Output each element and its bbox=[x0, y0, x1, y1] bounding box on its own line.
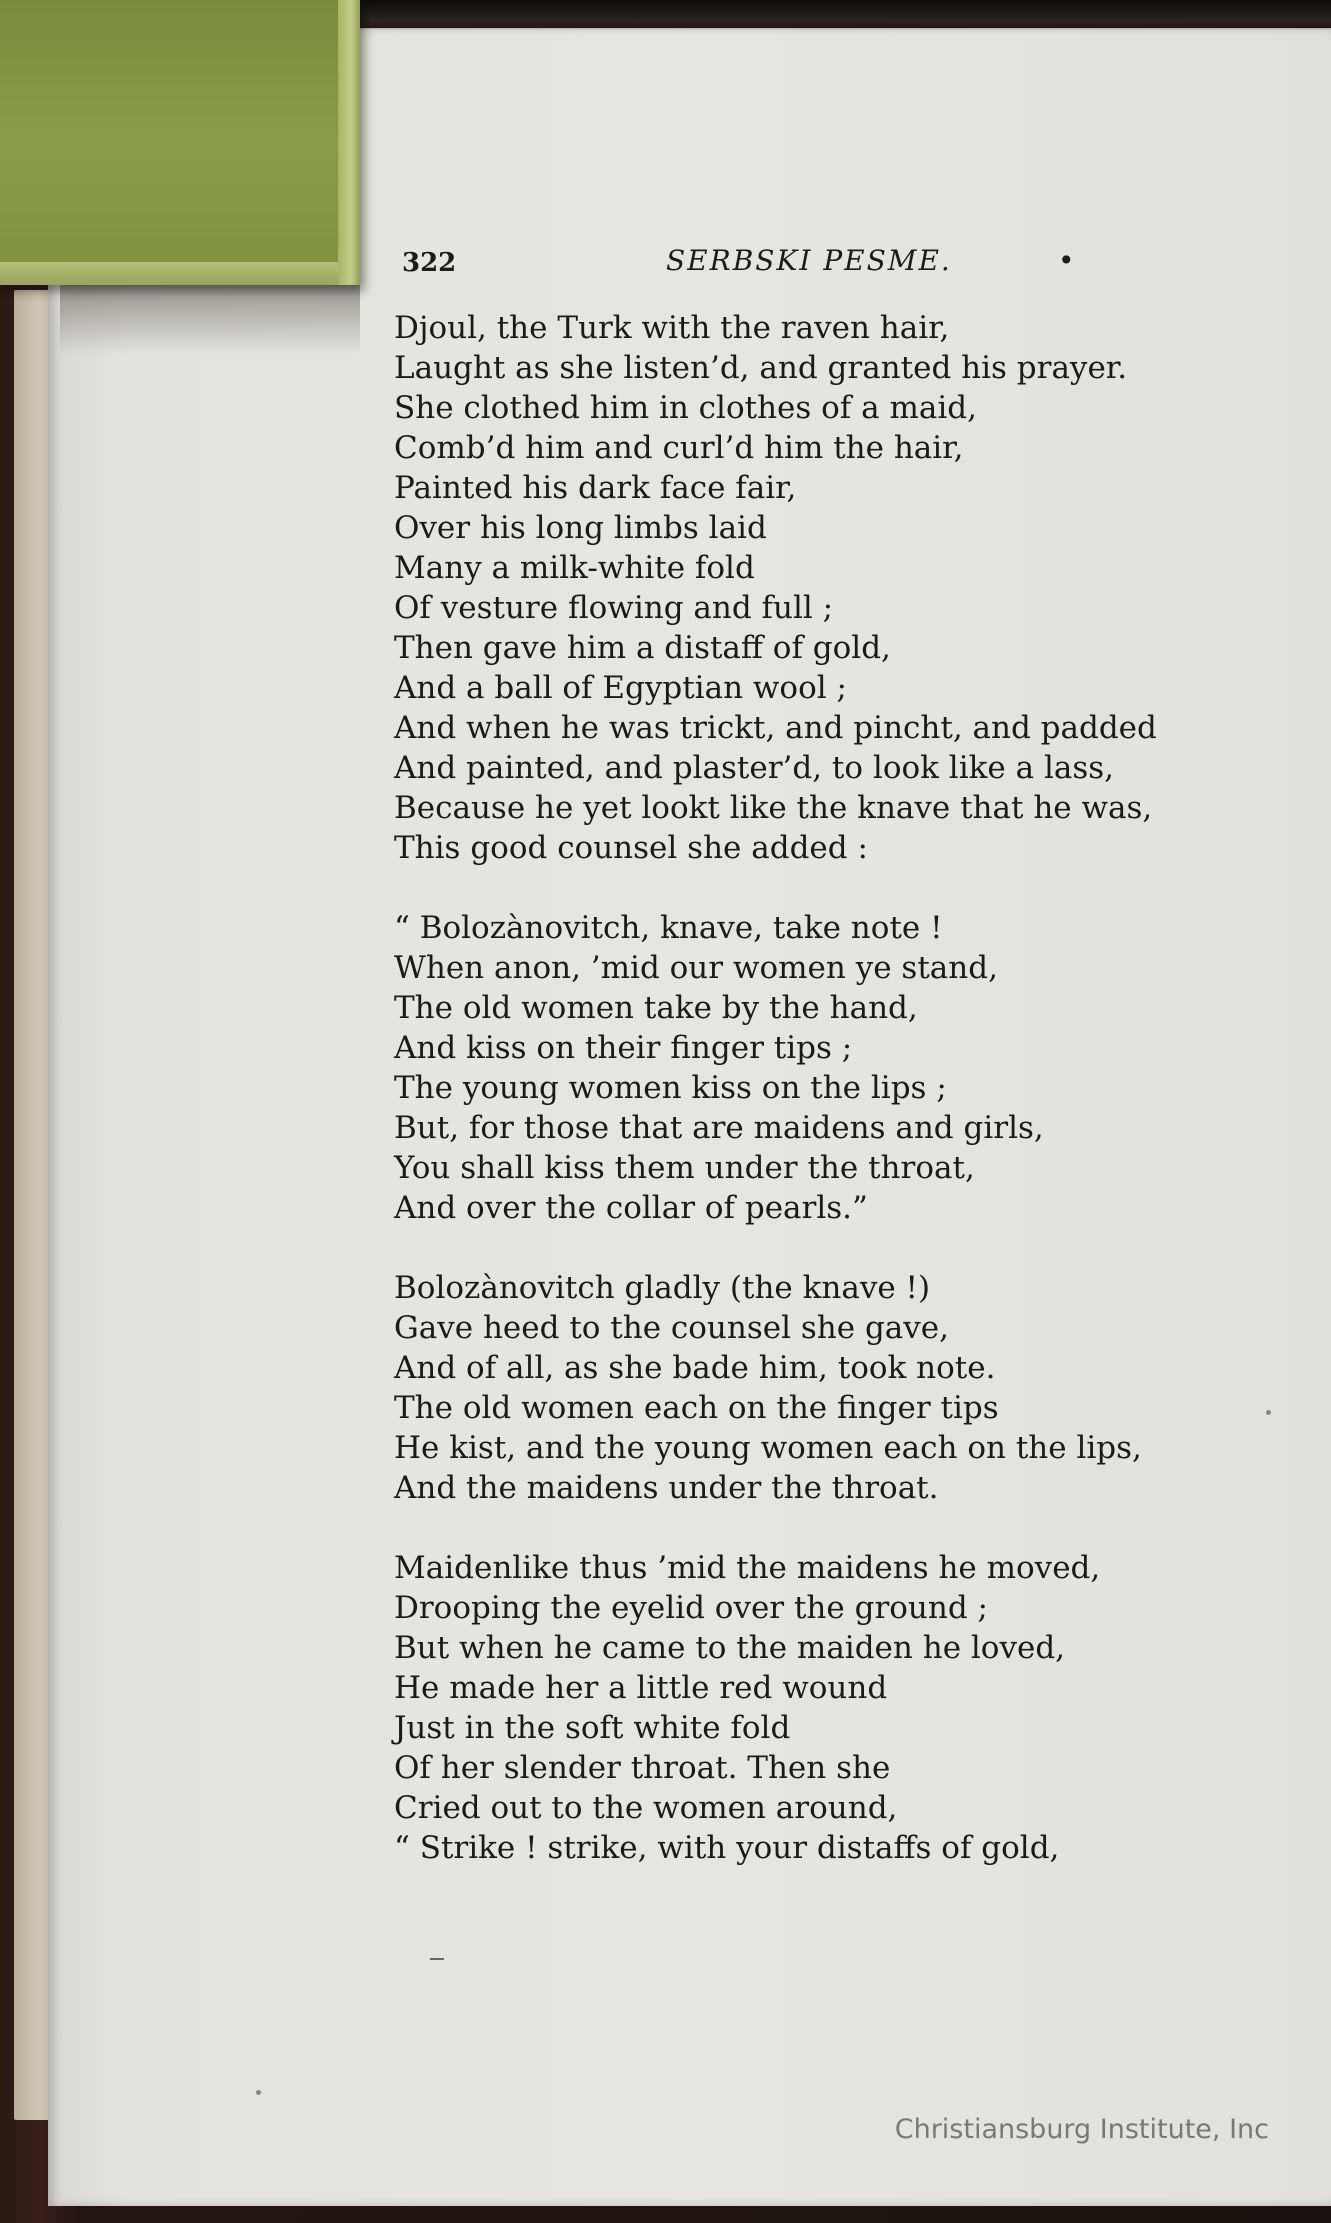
poem-line: The young women kiss on the lips ; bbox=[394, 1070, 947, 1106]
poem-line: And the maidens under the throat. bbox=[394, 1470, 939, 1506]
poem-line: Maidenlike thus ’mid the maidens he moved, bbox=[394, 1550, 1101, 1586]
poem-line: And kiss on their finger tips ; bbox=[394, 1030, 853, 1066]
page-top-shadow bbox=[330, 0, 1331, 30]
poem-line: And of all, as she bade him, took note. bbox=[394, 1350, 996, 1386]
poem-line: This good counsel she added : bbox=[394, 830, 868, 866]
watermark: Christiansburg Institute, Inc bbox=[894, 2114, 1269, 2145]
poem-line: Bolozànovitch gladly (the knave !) bbox=[394, 1270, 931, 1306]
poem-line: And painted, and plaster’d, to look like a lass, bbox=[394, 750, 1115, 786]
paper-speck bbox=[1266, 1410, 1271, 1415]
poem-line: Just in the soft white fold bbox=[394, 1710, 791, 1746]
poem-line: “ Bolozànovitch, knave, take note ! bbox=[394, 910, 943, 946]
stanza bbox=[394, 1548, 1294, 1868]
poem-line: But, for those that are maidens and girls, bbox=[394, 1110, 1044, 1146]
poem-line: Djoul, the Turk with the raven hair, bbox=[394, 310, 950, 346]
page-number: 322 bbox=[402, 248, 457, 278]
poem-line: And a ball of Egyptian wool ; bbox=[394, 670, 847, 706]
poem-line: Of vesture flowing and full ; bbox=[394, 590, 834, 626]
poem-text bbox=[394, 308, 1294, 1908]
poem-line: Cried out to the women around, bbox=[394, 1790, 898, 1826]
poem-line: And when he was trickt, and pincht, and padded bbox=[394, 710, 1157, 746]
poem-line: The old women take by the hand, bbox=[394, 990, 918, 1026]
poem-line: Painted his dark face fair, bbox=[394, 470, 797, 506]
poem-line: Gave heed to the counsel she gave, bbox=[394, 1310, 950, 1346]
poem-line: When anon, ’mid our women ye stand, bbox=[394, 950, 998, 986]
poem-line: “ Strike ! strike, with your distaffs of gold, bbox=[394, 1830, 1060, 1866]
stanza bbox=[394, 308, 1294, 868]
poem-line: And over the collar of pearls.” bbox=[394, 1190, 868, 1226]
poem-line: You shall kiss them under the throat, bbox=[394, 1150, 975, 1186]
stanza bbox=[394, 1268, 1294, 1508]
poem-line: Comb’d him and curl’d him the hair, bbox=[394, 430, 964, 466]
bookmark-bottom-edge bbox=[0, 262, 360, 285]
green-bookmark bbox=[0, 0, 360, 285]
paper-mark bbox=[430, 1958, 444, 1960]
stanza bbox=[394, 908, 1294, 1228]
poem-line: Then gave him a distaff of gold, bbox=[394, 630, 891, 666]
poem-line: He kist, and the young women each on the lips, bbox=[394, 1430, 1142, 1466]
page-header bbox=[402, 244, 1102, 284]
poem-line: Of her slender throat. Then she bbox=[394, 1750, 891, 1786]
bookmark-shadow bbox=[60, 285, 360, 355]
poem-line: But when he came to the maiden he loved, bbox=[394, 1630, 1066, 1666]
header-ornament: • bbox=[1058, 244, 1075, 277]
poem-line: Many a milk-white fold bbox=[394, 550, 755, 586]
poem-line: Over his long limbs laid bbox=[394, 510, 767, 546]
poem-line: She clothed him in clothes of a maid, bbox=[394, 390, 977, 426]
bookmark-side-edge bbox=[338, 0, 360, 285]
poem-line: Drooping the eyelid over the ground ; bbox=[394, 1590, 988, 1626]
poem-line: The old women each on the finger tips bbox=[394, 1390, 999, 1426]
paper-speck bbox=[256, 2090, 261, 2095]
poem-line: He made her a little red wound bbox=[394, 1670, 888, 1706]
poem-line: Because he yet lookt like the knave that he was, bbox=[394, 790, 1153, 826]
running-head: SERBSKI PESME. bbox=[666, 244, 952, 277]
poem-line: Laught as she listen’d, and granted his prayer. bbox=[394, 350, 1128, 386]
